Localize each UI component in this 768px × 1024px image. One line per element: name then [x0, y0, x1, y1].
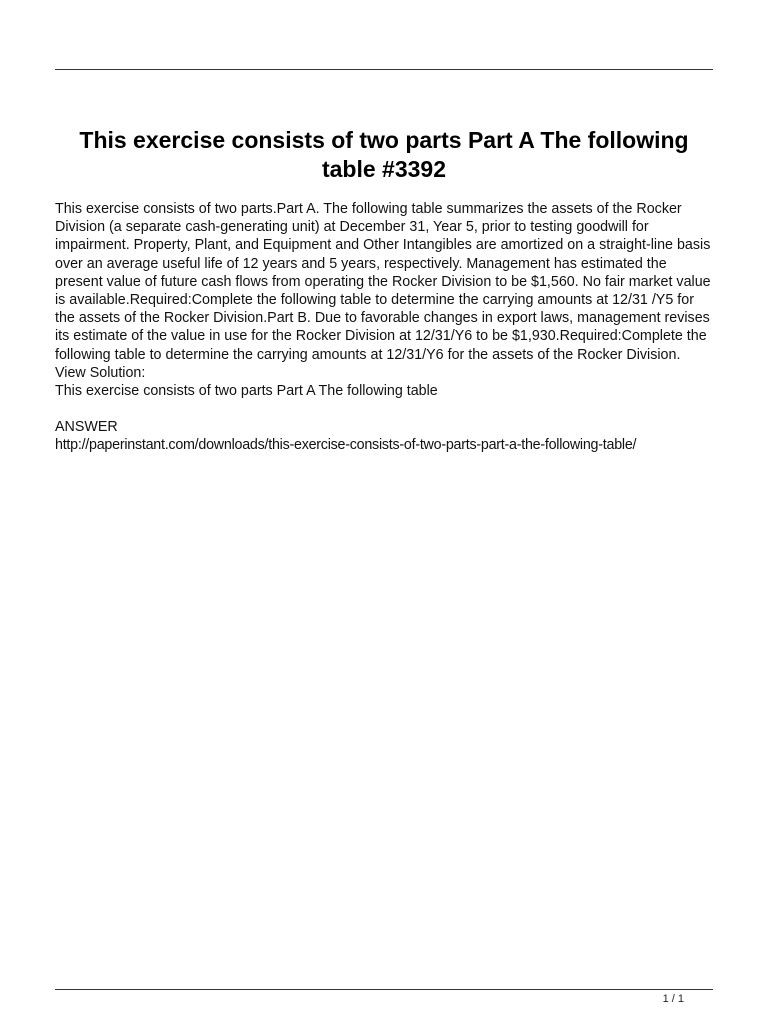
answer-label: ANSWER: [55, 419, 118, 436]
footer-rule: [55, 989, 713, 990]
solution-title: This exercise consists of two parts Part A The following table: [55, 383, 438, 400]
view-solution-label: View Solution:: [55, 364, 146, 381]
spacer: [55, 400, 715, 418]
header-rule: [55, 69, 713, 70]
body-paragraph: This exercise consists of two parts.Part A. The following table summarizes the assets of the Rocker Division (a separate cash-generating unit) at December 31, Year 5, prior to testing goodwill for impairment. Property, Plant, and Equipment and Other Intangibles are amortized on a straight-line basis over an average useful life of 12 years and 5 years, respectively. Management has estimated the present value of future cash flows from operating the Rocker Division to be $1,560. No fair market value is available.Required:Complete the following table to determine the carrying amounts at 12/31 /Y5 for the assets of the Rocker Division.Part B. Due to favorable changes in export laws, management revises its estimate of the value in use for the Rocker Division at 12/31/Y6 to be $1,930.Required:Complete the following table to determine the carrying amounts at 12/31/Y6 for the assets of the Rocker Division.: [55, 201, 711, 363]
answer-url-link[interactable]: http://paperinstant.com/downloads/this-exercise-consists-of-two-parts-part-a-the-following-table/: [55, 437, 637, 454]
document-content: [55, 200, 715, 455]
document-title: This exercise consists of two parts Part A The following table #3392: [79, 127, 689, 182]
page-number: 1 / 1: [662, 993, 684, 1005]
